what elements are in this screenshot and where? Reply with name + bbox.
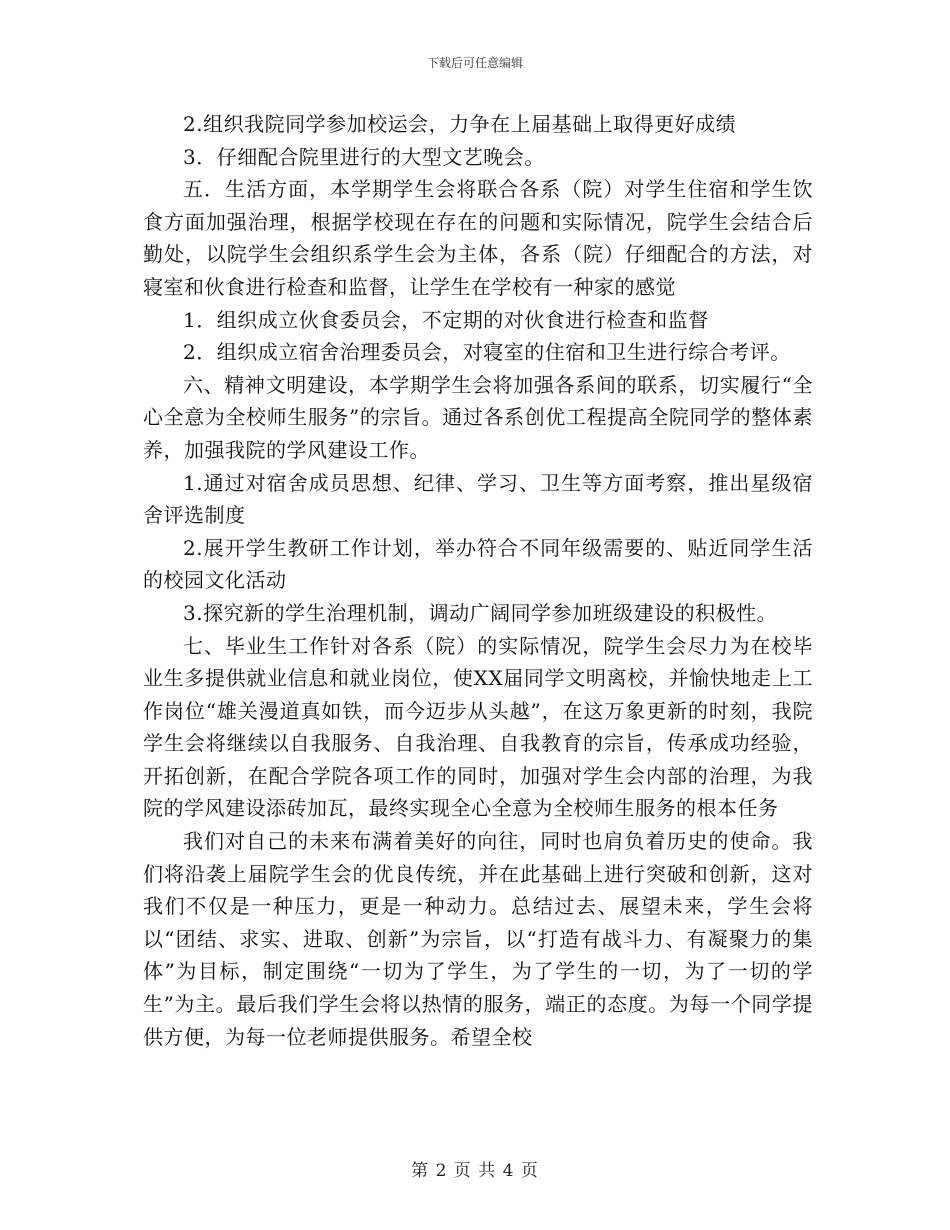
- paragraph-item-1: 2.组织我院同学参加校运会，力争在上届基础上取得更好成绩: [183, 112, 737, 136]
- paragraph-item-4: 2．组织成立宿舍治理委员会，对寝室的住宿和卫生进行综合考评。: [183, 340, 791, 365]
- paragraph-item-3: 1．组织成立伙食委员会，不定期的对伙食进行检查和监督: [183, 307, 709, 332]
- paragraph-item-2: 3．仔细配合院里进行的大型文艺晚会。: [183, 144, 545, 169]
- paragraph-section-6: 六、精神文明建设，本学期学生会将加强各系间的联系，切实履行“全心全意为全校师生服务”的宗旨。通过各系创优工程提高全院同学的整体素养，加强我院的学风建设工作。: [143, 372, 813, 462]
- paragraph-section-5: 五．生活方面，本学期学生会将联合各系（院）对学生住宿和学生饮食方面加强治理，根据学校现在存在的问题和实际情况，院学生会结合后勤处，以院学生会组织系学生会为主体，各系（院）仔细配合的方法，对寝室和伙食进行检查和监督，让学生在学校有一种家的感觉: [143, 177, 813, 299]
- paragraph-closing: 我们对自己的未来布满着美好的向往，同时也肩负着历史的使命。我们将沿袭上届院学生会的优良传统，并在此基础上进行突破和创新，这对我们不仅是一种压力，更是一种动力。总结过去、展望未来，学生会将以“团结、求实、进取、创新”为宗旨，以“打造有战斗力、有凝聚力的集体”为目标，制定围绕“一切为了学生，为了学生的一切，为了一切的学生”为主。最后我们学生会将以热情的服务，端正的态度。为每一个同学提供方便，为每一位老师提供服务。希望全校: [143, 829, 813, 1049]
- paragraph-item-7: 3.探究新的学生治理机制，调动广阔同学参加班级建设的积极性。: [183, 600, 778, 625]
- paragraph-section-7: 七、毕业生工作针对各系（院）的实际情况，院学生会尽力为在校毕业生多提供就业信息和就业岗位，使XX届同学文明离校，并愉快地走上工作岗位“雄关漫道真如铁，而今迈步从头越”，在这万象更新的时刻，我院学生会将继续以自我服务、自我治理、自我教育的宗旨，传承成功经验，开拓创新，在配合学院各项工作的同时，加强对学生会内部的治理，为我院的学风建设添砖加瓦，最终实现全心全意为全校师生服务的根本任务: [143, 633, 813, 821]
- document-body: [143, 108, 813, 1053]
- paragraph-item-6: 2.展开学生教研工作计划，举办符合不同年级需要的、贴近同学生活的校园文化活动: [143, 535, 813, 593]
- page-number: 第 2 页 共 4 页: [411, 1161, 539, 1181]
- header-note: 下载后可任意编辑: [426, 56, 523, 70]
- paragraph-item-5: 1.通过对宿舍成员思想、纪律、学习、卫生等方面考察，推出星级宿舍评选制度: [143, 470, 813, 528]
